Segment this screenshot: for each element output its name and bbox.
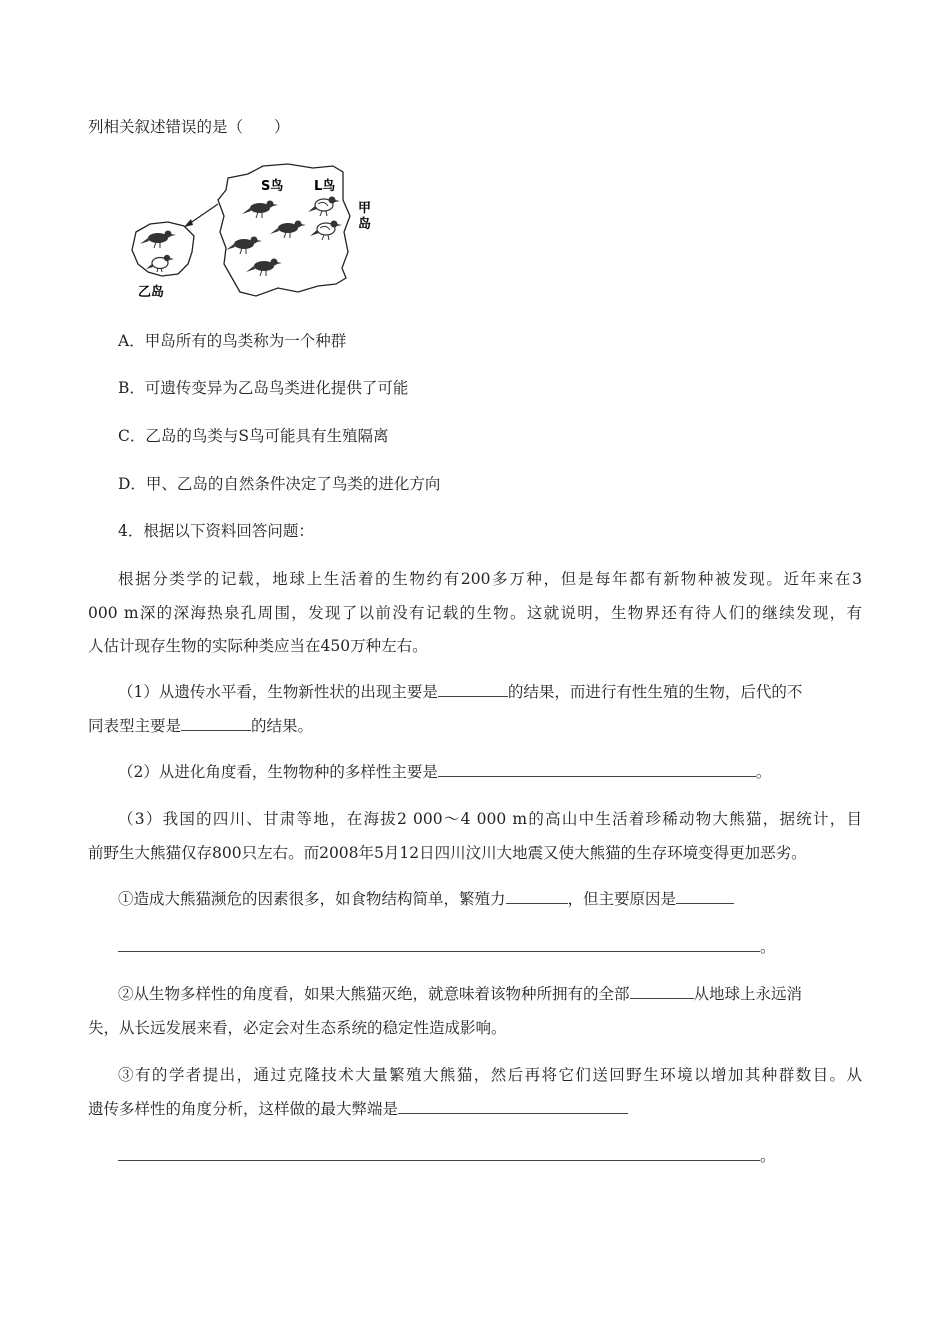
island-figure [128,160,388,310]
q4-sub2-end: 。 [755,763,772,781]
answer-blank[interactable] [118,1146,760,1161]
answer-blank[interactable] [181,716,251,731]
l-bird-icon [146,255,174,272]
q4-heading: 4．根据以下资料回答问题： [118,522,314,540]
question-stem: 列相关叙述错误的是（ ） [88,118,290,136]
label-l-bird: L鸟 [314,179,336,194]
q4-c1-line1 [118,889,734,909]
q4-sub1-text-c: 同表型主要是 [88,717,182,735]
option-c: C．乙岛的鸟类与S鸟可能具有生殖隔离 [118,427,389,445]
q4-c1-line2 [118,937,776,957]
l-bird-icon [310,221,342,241]
q4-sub1-text-b: 的结果，而进行有性生殖的生物，后代的不 [507,683,803,701]
q4-para-line3: 人估计现存生物的实际种类应当在450万种左右。 [88,637,428,655]
q4-para-line2: 000 m深的深海热泉孔周围，发现了以前没有记载的生物。这就说明，生物界还有待人们的继续发现，有 [88,604,862,622]
l-bird-icon [308,197,340,217]
q4-sub2 [118,762,771,782]
label-yi-dao: 乙岛 [138,285,165,300]
q4-c2-line2: 失，从长远发展来看，必定会对生态系统的稳定性造成影响。 [88,1019,507,1037]
q4-c1-text-b: ，但主要原因是 [567,890,677,908]
answer-blank[interactable] [506,889,568,904]
label-dao: 岛 [358,217,372,232]
q4-c1-text-a: ①造成大熊猫濒危的因素很多，如食物结构简单，繁殖力 [118,890,506,908]
q4-sub1-line2 [88,716,313,736]
s-bird-icon [270,221,306,239]
answer-blank[interactable] [438,682,508,697]
option-d: D．甲、乙岛的自然条件决定了鸟类的进化方向 [118,475,441,493]
s-bird-icon [226,237,262,255]
q4-c3-text-a: 遗传多样性的角度分析，这样做的最大弊端是 [88,1100,399,1118]
answer-blank[interactable] [438,762,756,777]
answer-blank[interactable] [118,937,760,952]
q4-c3-end: 。 [760,1147,776,1165]
q4-sub1-text-d: 的结果。 [251,717,314,735]
s-bird-icon [246,259,282,277]
q4-sub2-text: （2）从进化角度看，生物物种的多样性主要是 [118,763,438,781]
answer-blank[interactable] [398,1099,628,1114]
q4-c2-text-a: ②从生物多样性的角度看，如果大熊猫灭绝，就意味着该物种所拥有的全部 [118,985,630,1003]
label-s-bird: S鸟 [261,179,284,194]
q4-c3-line2 [88,1099,628,1119]
label-jia: 甲 [358,201,372,216]
q4-c3-line3 [118,1146,776,1166]
option-b: B．可遗传变异为乙岛鸟类进化提供了可能 [118,379,409,397]
q4-sub1-line1 [118,682,802,702]
answer-blank[interactable] [630,984,694,999]
q4-c1-end: 。 [760,938,776,956]
q4-para-line1: 根据分类学的记载，地球上生活着的生物约有200多万种，但是每年都有新物种被发现。近年来在3 [118,570,862,588]
option-a: A．甲岛所有的鸟类称为一个种群 [118,332,347,350]
s-bird-icon [140,231,176,249]
q4-c2-text-b: 从地球上永远消 [693,985,803,1003]
arrow-head [184,219,193,227]
q4-sub3-line2: 前野生大熊猫仅存800只左右。而2008年5月12日四川汶川大地震又使大熊猫的生存环境变得更加恶劣。 [88,844,807,862]
q4-c2-line1 [118,984,802,1004]
q4-sub3-line1: （3）我国的四川、甘肃等地，在海拔2 000～4 000 m的高山中生活着珍稀动物大熊猫，据统计，目 [118,810,862,828]
q4-sub1-text-a: （1）从遗传水平看，生物新性状的出现主要是 [118,683,438,701]
q4-c3-line1: ③有的学者提出，通过克隆技术大量繁殖大熊猫，然后再将它们送回野生环境以增加其种群数目。从 [118,1066,862,1084]
s-bird-icon [242,201,278,219]
answer-blank[interactable] [676,889,734,904]
